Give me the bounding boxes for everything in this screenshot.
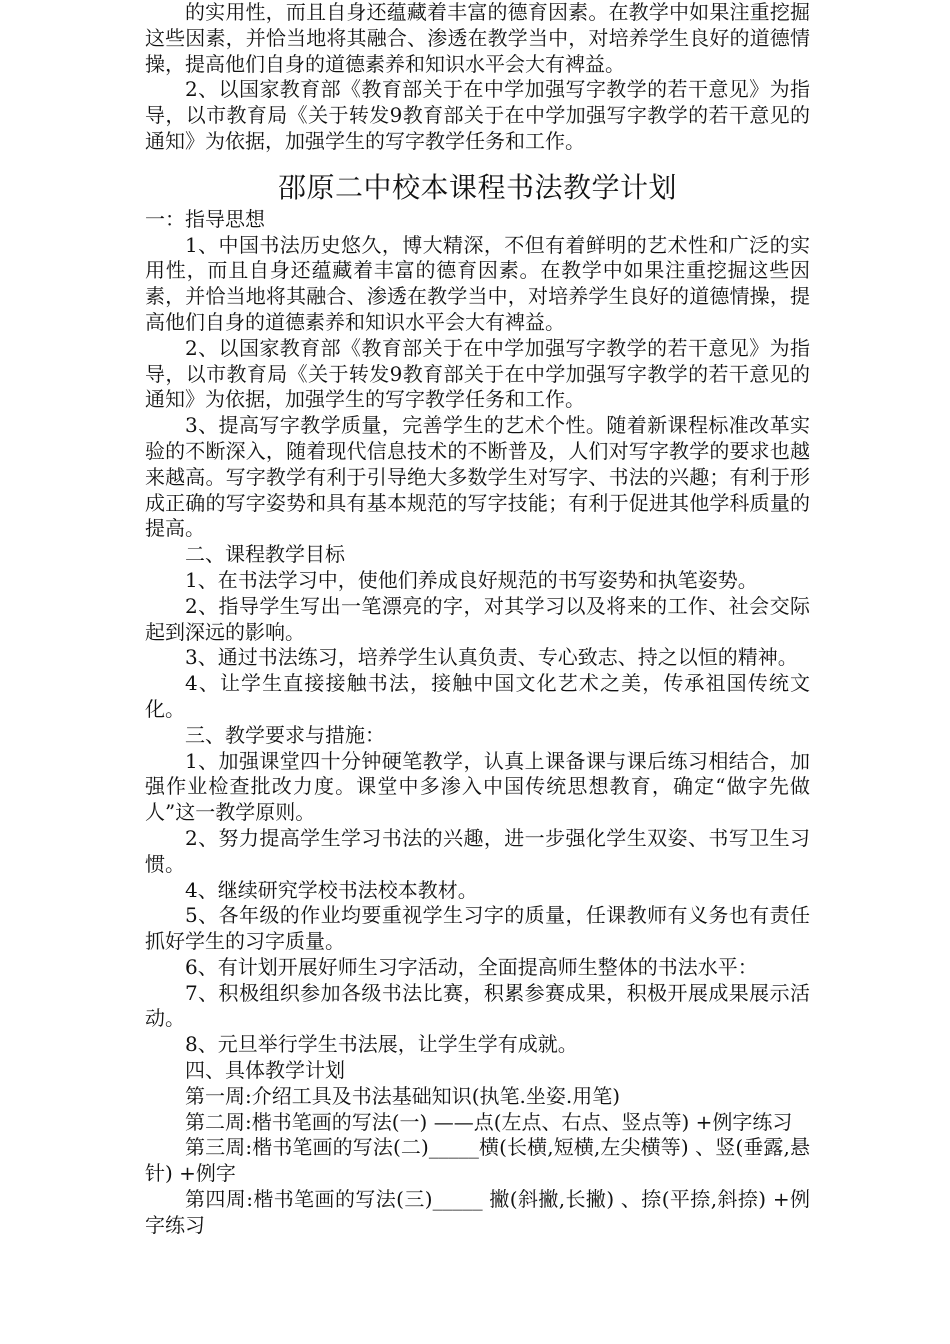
intro-paragraph-2: 2、以国家教育部《教育部关于在中学加强写字教学的若干意见》为指导，以市教育局《关于转发9教育部关于在中学加强写字教学的若干意见的通知》为依据，加强学生的写字教学任务和工作。 xyxy=(145,77,810,153)
section-2-paragraph-4: 4、让学生直接接触书法，接触中国文化艺术之美，传承祖国传统文化。 xyxy=(145,671,810,721)
section-3-paragraph-1: 1、加强课堂四十分钟硬笔教学，认真上课备课与课后练习相结合，加强作业检查批改力度。课堂中多渗入中国传统思想教育，确定“做字先做人”这一教学原则。 xyxy=(145,748,810,825)
section-1-paragraph-1: 1、中国书法历史悠久，博大精深，不但有着鲜明的艺术性和广泛的实用性，而且自身还蕴藏着丰富的德育因素。在教学中如果注重挖掘这些因素，并恰当地将其融合、渗透在教学当中，对培养学生良好的道德情操，提高他们自身的道德素养和知识水平会大有裨益。 xyxy=(145,232,810,334)
section-1-heading: 一：指导思想 xyxy=(145,206,265,231)
section-3-paragraph-7: 7、积极组织参加各级书法比赛，积累参赛成果，积极开展成果展示活动。 xyxy=(145,980,810,1031)
section-2-paragraph-3: 3、通过书法练习，培养学生认真负责、专心致志、持之以恒的精神。 xyxy=(185,645,798,670)
section-3-paragraph-6: 6、有计划开展好师生习字活动，全面提高师生整体的书法水平： xyxy=(185,954,758,979)
section-3-paragraph-4: 4、继续研究学校书法校本教材。 xyxy=(185,877,478,902)
section-4-heading: 四、具体教学计划 xyxy=(185,1058,345,1083)
section-1-paragraph-2: 2、以国家教育部《教育部关于在中学加强写字教学的若干意见》为指导，以市教育局《关于转发9教育部关于在中学加强写字教学的若干意见的通知》为依据，加强学生的写字教学任务和工作。 xyxy=(145,335,810,412)
section-3-paragraph-8: 8、元旦举行学生书法展，让学生学有成就。 xyxy=(185,1032,578,1057)
week-3-plan: 第三周:楷书笔画的写法(二)_____横(长横,短横,左尖横等) 、竖(垂露,悬针) +例字 xyxy=(145,1135,810,1186)
section-3-heading: 三、教学要求与措施： xyxy=(185,722,385,747)
section-1-paragraph-3: 3、提高写字教学质量，完善学生的艺术个性。随着新课程标准改革实验的不断深入，随着现代信息技术的不断普及，人们对写字教学的要求也越来越高。写字教学有利于引导绝大多数学生对写字、书法的兴趣；有利于形成正确的写字姿势和具有基本规范的写字技能；有利于促进其他学科质量的提高。 xyxy=(145,413,810,541)
intro-continuation-paragraph: 的实用性，而且自身还蕴藏着丰富的德育因素。在教学中如果注重挖掘这些因素，并恰当地将其融合、渗透在教学当中，对培养学生良好的道德情操，提高他们自身的道德素养和知识水平会大有裨益。 xyxy=(145,0,810,76)
section-2-heading: 二、课程教学目标 xyxy=(185,542,345,567)
document-page xyxy=(145,0,810,1239)
section-2-paragraph-2: 2、指导学生写出一笔漂亮的字，对其学习以及将来的工作、社会交际起到深远的影响。 xyxy=(145,593,810,644)
week-1-plan: 第一周:介绍工具及书法基础知识(执笔.坐姿.用笔) xyxy=(185,1083,621,1108)
section-3-paragraph-5: 5、各年级的作业均要重视学生习字的质量，任课教师有义务也有责任抓好学生的习字质量。 xyxy=(145,903,810,954)
week-2-plan: 第二周:楷书笔画的写法(一) ——点(左点、右点、竖点等) +例字练习 xyxy=(185,1109,793,1134)
week-4-plan: 第四周:楷书笔画的写法(三)_____ 撇(斜撇,长撇) 、捺(平捺,斜捺) +例字练习 xyxy=(145,1187,810,1237)
section-3-paragraph-2: 2、努力提高学生学习书法的兴趣，进一步强化学生双姿、书写卫生习惯。 xyxy=(145,825,810,876)
document-title: 邵原二中校本课程书法教学计划 xyxy=(277,170,677,204)
section-2-paragraph-1: 1、在书法学习中，使他们养成良好规范的书写姿势和执笔姿势。 xyxy=(185,567,758,592)
